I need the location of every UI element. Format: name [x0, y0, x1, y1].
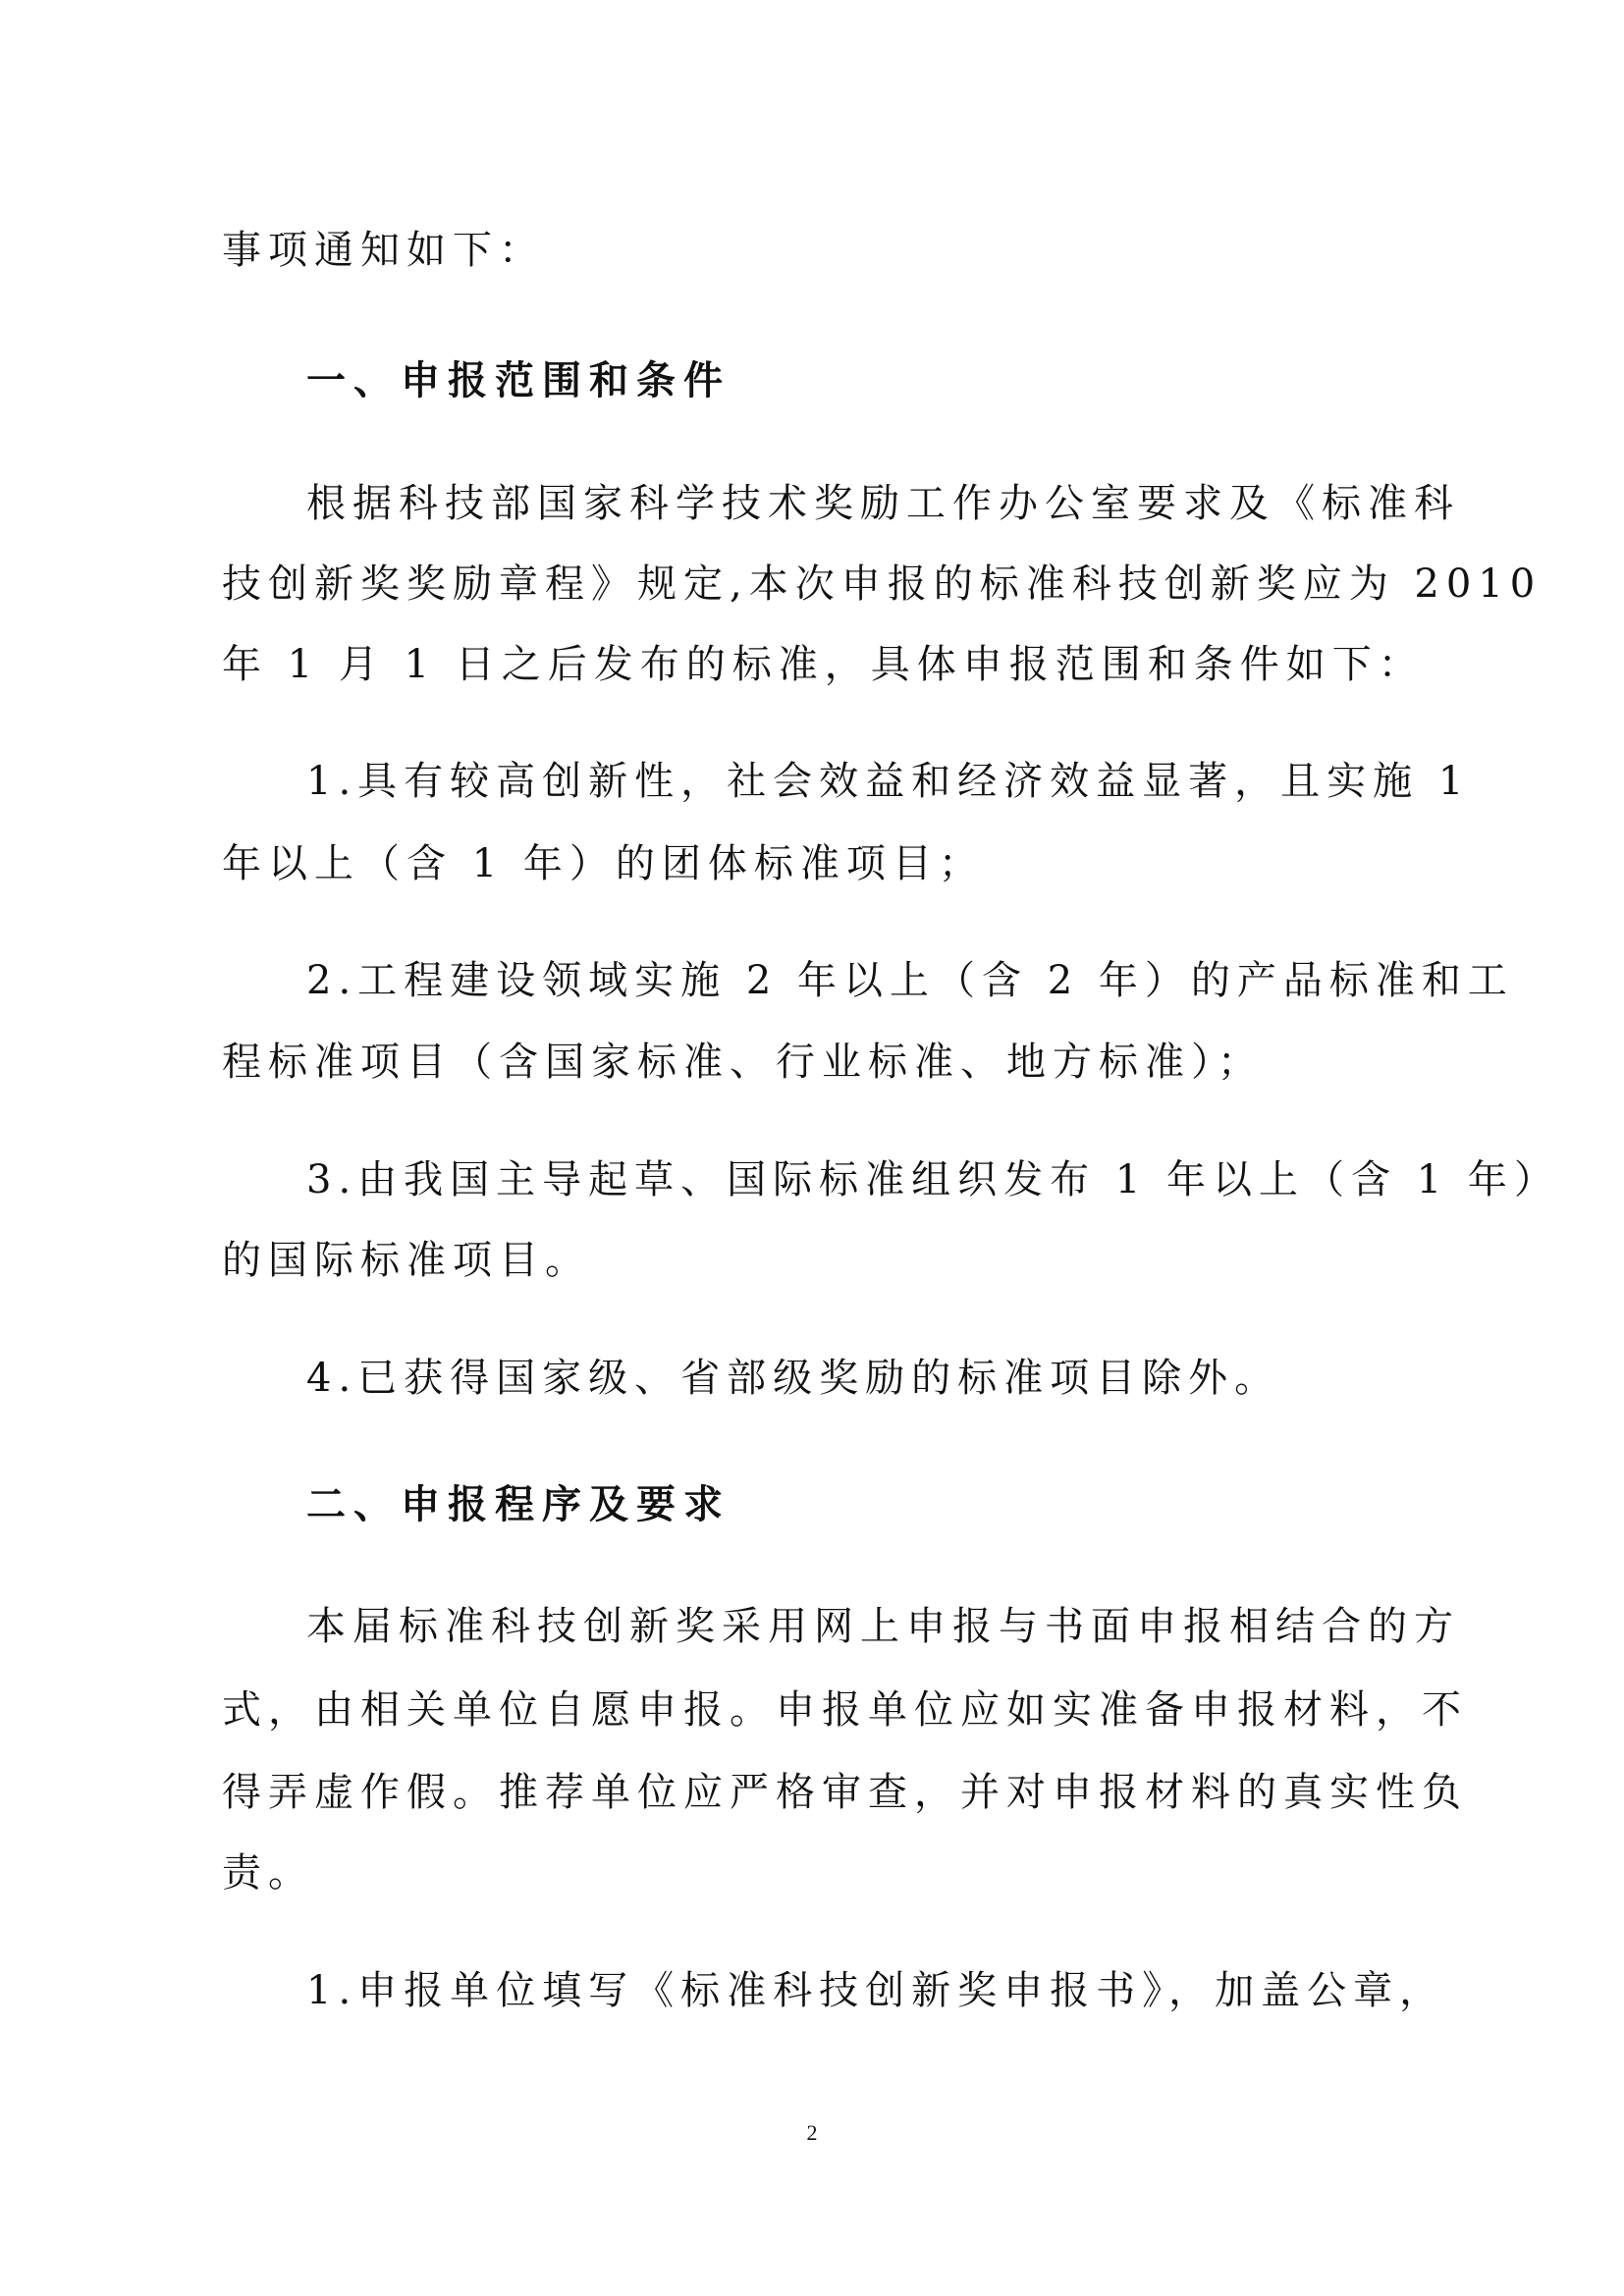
body-text-line: 式，由相关单位自愿申报。申报单位应如实准备申报材料，不 [222, 1687, 1468, 1733]
list-item-text: 1.申报单位填写《标准科技创新奖申报书》，加盖公章， [306, 1968, 1446, 2013]
body-text-line: 得弄虚作假。推荐单位应严格审查，并对申报材料的真实性负 [222, 1770, 1468, 1815]
body-text-line: 年 1 月 1 日之后发布的标准，具体申报范围和条件如下： [222, 642, 1425, 687]
body-text-line: 技创新奖奖励章程》规定,本次申报的标准科技创新奖应为 2010 [222, 561, 1543, 607]
list-item-text: 的国际标准项目。 [222, 1238, 591, 1283]
body-text-line: 事项通知如下： [222, 228, 545, 273]
page-number: 2 [806, 2120, 818, 2145]
body-text-line: 本届标准科技创新奖采用网上申报与书面申报相结合的方 [306, 1604, 1460, 1649]
list-item-text: 程标准项目（含国家标准、行业标准、地方标准）； [222, 1040, 1264, 1085]
list-item-text: 4.已获得国家级、省部级奖励的标准项目除外。 [306, 1356, 1281, 1401]
list-item-text: 2.工程建设领域实施 2 年以上（含 2 年）的产品标准和工 [306, 958, 1514, 1003]
list-item-text: 年以上（含 1 年）的团体标准项目； [222, 841, 985, 886]
list-item-text: 3.由我国主导起草、国际标准组织发布 1 年以上（含 1 年） [306, 1157, 1560, 1202]
section-heading-scope: 一、申报范围和条件 [306, 358, 731, 403]
body-text-line: 根据科技部国家科学技术奖励工作办公室要求及《标准科 [306, 481, 1460, 526]
list-item-text: 1.具有较高创新性，社会效益和经济效益显著，且实施 1 [306, 759, 1471, 804]
body-text-line: 责。 [222, 1850, 314, 1896]
section-heading-procedure: 二、申报程序及要求 [306, 1482, 731, 1527]
